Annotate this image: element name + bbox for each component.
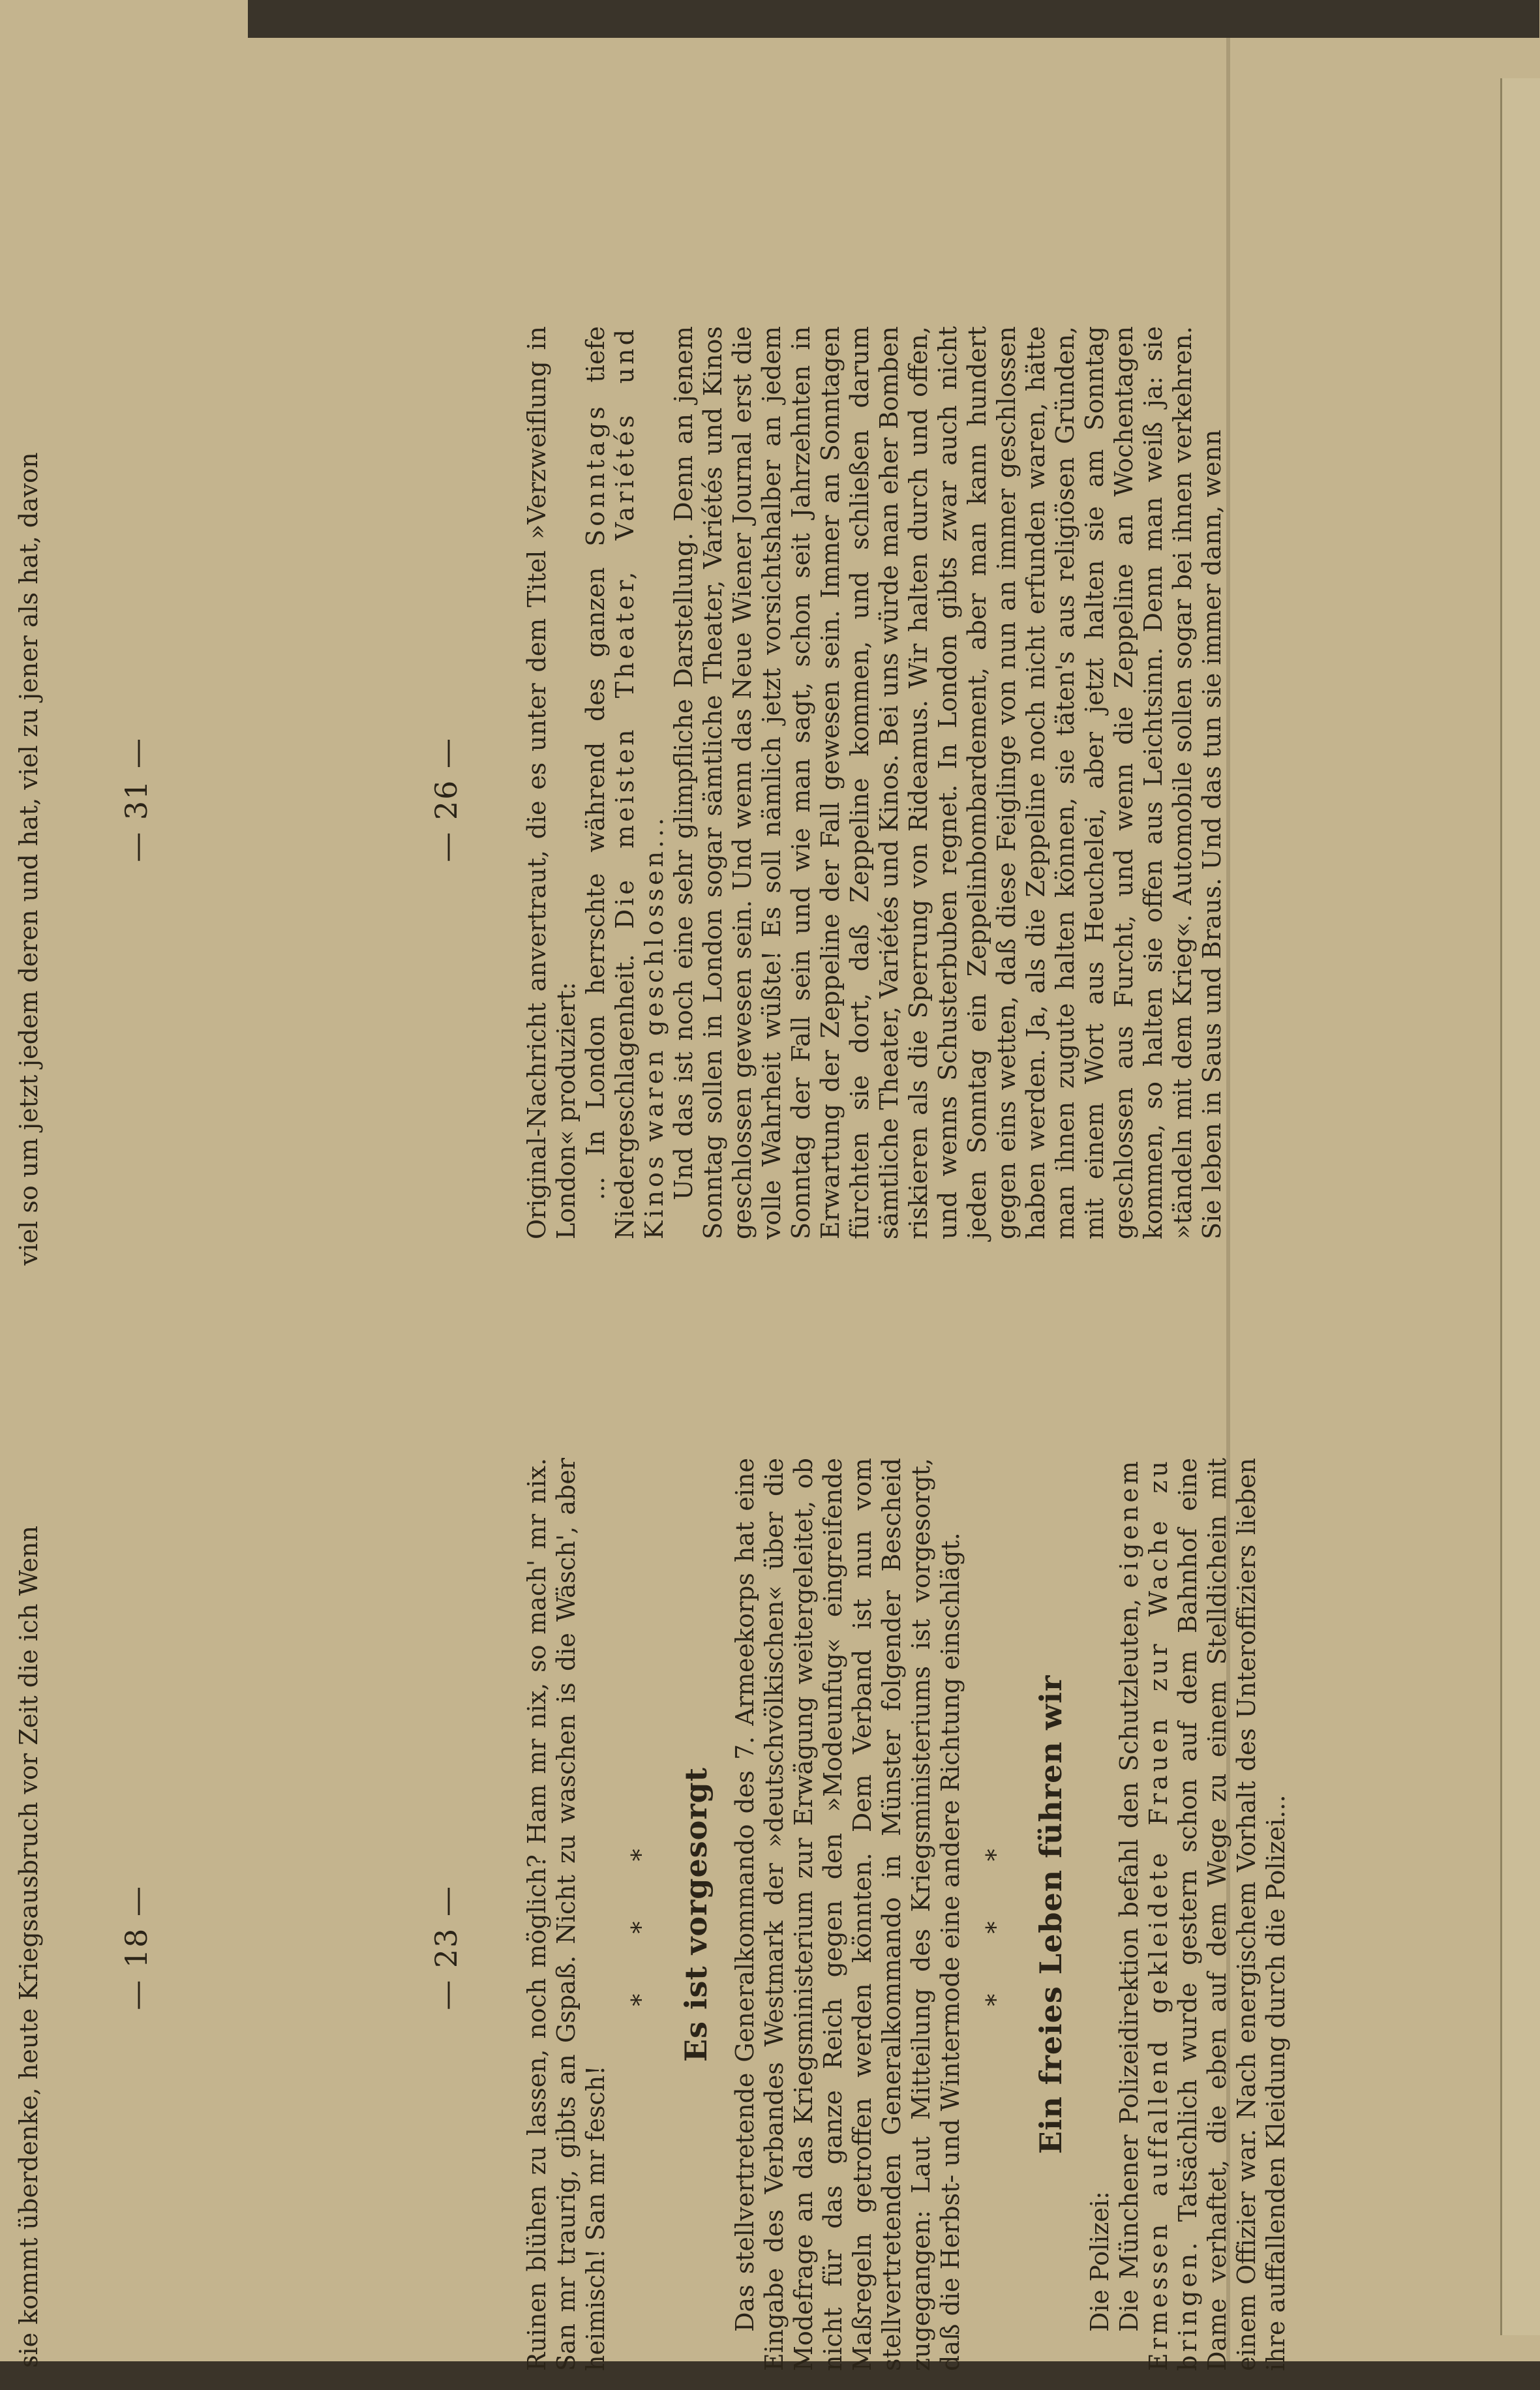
page-number-18: — 18 — (119, 1885, 154, 2010)
right-p4-lead: Die Münchener Polizeidirektion befahl den Schutzleuten, (1115, 1588, 1143, 2332)
separator-stars-1: * * * (626, 1823, 655, 2006)
left-p2-spaced2: Die meisten Theater, Variétés und Kinos waren geschlossen... (611, 326, 669, 1239)
page-number-31: — 31 — (119, 737, 154, 862)
cut-text-line-left: viel so um jetzt jedem deren und hat, viel zu jener als hat, davon (14, 452, 43, 1265)
left-paragraph-2 (581, 326, 669, 1239)
left-p2-spaced1: Sonntags (581, 403, 610, 547)
right-paragraph-2: Das stellvertretende Generalkommando des 7. Armeekorps hat eine Eingabe des Verbandes Westmark der »deutschvölkischen« über die Modefrage an das Kriegsministerium zur Erwägung weitergeleitet, ob nicht für das ganze Reich gegen den »Modeunfug« eingreifende Maßregeln getroffen werden könnten. Dem Verband ist nun vom stellvertretenden Generalkommando in Münster folgender Bescheid zugegangen: Laut Mitteilung des Kriegsministeriums ist vorgesorgt, daß die Herbst- und Wintermode eine andere Richtung einschlägt. (731, 1458, 965, 2371)
right-paragraph-4 (1115, 1458, 1291, 2371)
left-p2-mid: tiefe Niedergeschlagenheit. (581, 326, 639, 1239)
page-number-26: — 26 — (429, 737, 464, 862)
left-paragraph-3: Und das ist noch eine sehr glimpfliche Darstellung. Denn an jenem Sonntag sollen in London sogar sämtliche Theater, Variétés und Kinos geschlossen gewesen sein. Und wenn das Neue Wiener Journal erst die volle Wahrheit wüßte! Es soll nämlich jetzt vorsichtshalber an jedem Sonntag der Fall sein und wie man sagt, schon seit Jahrzehnten in Erwartung der Zeppeline der Fall gewesen sein. Immer an Sonntagen fürchten sie dort, daß Zeppeline kommen, und schließen darum sämtliche Theater, Variétés und Kinos. Bei uns würde man eher Bomben riskieren als die Sperrung von Rideamus. Wir halten durch und offen, und wenns Schusterbuben regnet. In London gibts zwar auch nicht jeden Sonntag ein Zeppelinbombardement, aber man kann hundert gegen eins wetten, daß diese Feiglinge von nun an immer geschlossen haben werden. Ja, als die Zeppeline noch nicht erfunden waren, hätte man ihnen zugute halten können, sie täten's aus religiösen Gründen, mit einem Wort aus Heuchelei, aber jetzt halten sie am Sonntag geschlossen aus Furcht, und wenn die Zeppeline an Wochentagen kommen, so halten sie offen aus Leichtsinn. Denn man weiß ja: sie »tändeln mit dem Krieg«. Automobile sollen sogar bei ihnen verkehren. Sie leben in Saus und Braus. Und das tun sie immer dann, wenn (669, 326, 1226, 1239)
page-number-23: — 23 — (429, 1885, 464, 2010)
heading-es-ist-vorgesorgt: Es ist vorgesorgt (678, 1767, 714, 2062)
separator-stars-2: * * * (981, 1823, 1010, 2006)
right-paragraph-3: Die Polizei: (1085, 2191, 1114, 2332)
heading-ein-freies-leben: Ein freies Leben führen wir (1033, 1674, 1068, 2155)
right-p4-spaced: eigenem Ermessen auffallend gekleidete Frauen zur Wache zu bringen. (1115, 1458, 1202, 2371)
right-p4-rest: Tatsächlich wurde gestern schon auf dem Bahnhof eine Dame verhaftet, die eben auf dem Wege zu einem Stelldichein mit einem Offizier war. Nach energischem Vorhalt des Unteroffiziers lieben ihre auffallenden Kleidung durch die Polizei... (1173, 1458, 1290, 2371)
right-text-column (522, 1458, 1423, 2371)
left-p2-lead: ... In London herrschte während des ganzen (581, 546, 610, 1200)
left-text-column (522, 326, 1423, 1239)
right-paragraph-1: Ruinen blühen zu lassen, noch möglich? Ham mr nix, so mach' mr nix. San mr traurig, gibts an Gspaß. Nicht zu waschen is die Wäsch', aber heimisch! San mr fesch! (522, 1458, 610, 2371)
left-paragraph-1: Original-Nachricht anvertraut, die es unter dem Titel »Verzweiflung in London« produziert: (522, 326, 581, 1239)
cut-text-line-right: sie kommt überdenke, heute Kriegsausbruch vor Zeit die ich Wenn (14, 1525, 43, 2368)
